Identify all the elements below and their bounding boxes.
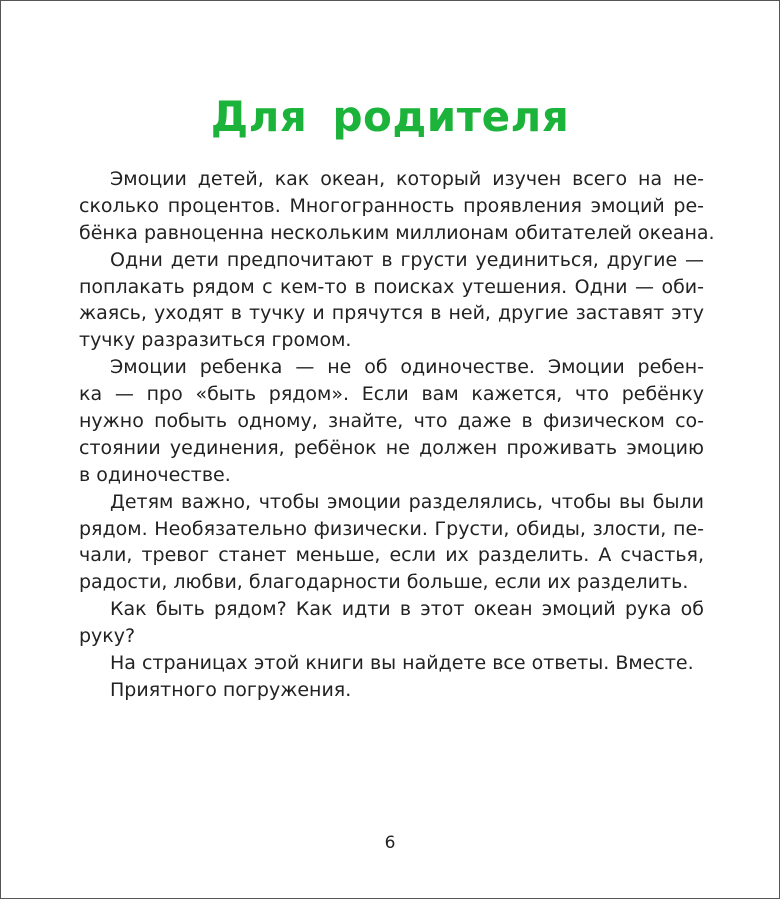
paragraph <box>79 489 704 597</box>
paragraph <box>79 596 704 650</box>
paragraph <box>79 354 704 488</box>
page-number: 6 <box>384 833 396 853</box>
text-line: сколько процентов. Многогранность проявления эмоций ре- <box>79 194 704 217</box>
text-line: тучку разразиться громом. <box>79 329 352 352</box>
text-line: поплакать рядом с кем-то в поисках утешения. Одни — оби- <box>79 275 704 298</box>
text-line: в одиночестве. <box>79 463 231 486</box>
paragraph <box>79 247 704 355</box>
text-line: нужно побыть одному, знайте, что даже в физическом со- <box>79 410 704 433</box>
text-line: Как быть рядом? Как идти в этот океан эмоций рука об <box>110 598 704 621</box>
body-text <box>79 166 715 704</box>
text-line: Приятного погружения. <box>110 678 352 701</box>
page-title: Для родителя <box>210 92 570 141</box>
text-line: руку? <box>79 625 136 648</box>
text-line: Эмоции детей, как океан, который изучен всего на не- <box>110 168 704 190</box>
paragraph <box>79 677 704 704</box>
paragraph <box>79 650 704 677</box>
text-line: ка — про «быть рядом». Если вам кажется, что ребёнку <box>79 383 704 406</box>
text-line: На страницах этой книги вы найдете все ответы. Вместе. <box>110 652 694 675</box>
text-line: рядом. Необязательно физически. Грусти, обиды, злости, пе- <box>79 517 704 540</box>
text-line: Эмоции ребенка — не об одиночестве. Эмоции ребен- <box>110 356 704 379</box>
text-line: Детям важно, чтобы эмоции разделялись, чтобы вы были <box>110 490 704 513</box>
paragraph <box>79 166 715 247</box>
text-line: чали, тревог станет меньше, если их разделить. А счастья, <box>79 544 704 567</box>
text-line: жаясь, уходят в тучку и прячутся в ней, другие заставят эту <box>79 302 704 325</box>
text-line: радости, любви, благодарности больше, если их разделить. <box>79 571 689 594</box>
text-line: бёнка равноценна нескольким миллионам обитателей океана. <box>79 221 715 244</box>
text-line: стоянии уединения, ребёнок не должен проживать эмоцию <box>79 436 704 459</box>
text-line: Одни дети предпочитают в грусти уединиться, другие — <box>110 248 704 271</box>
